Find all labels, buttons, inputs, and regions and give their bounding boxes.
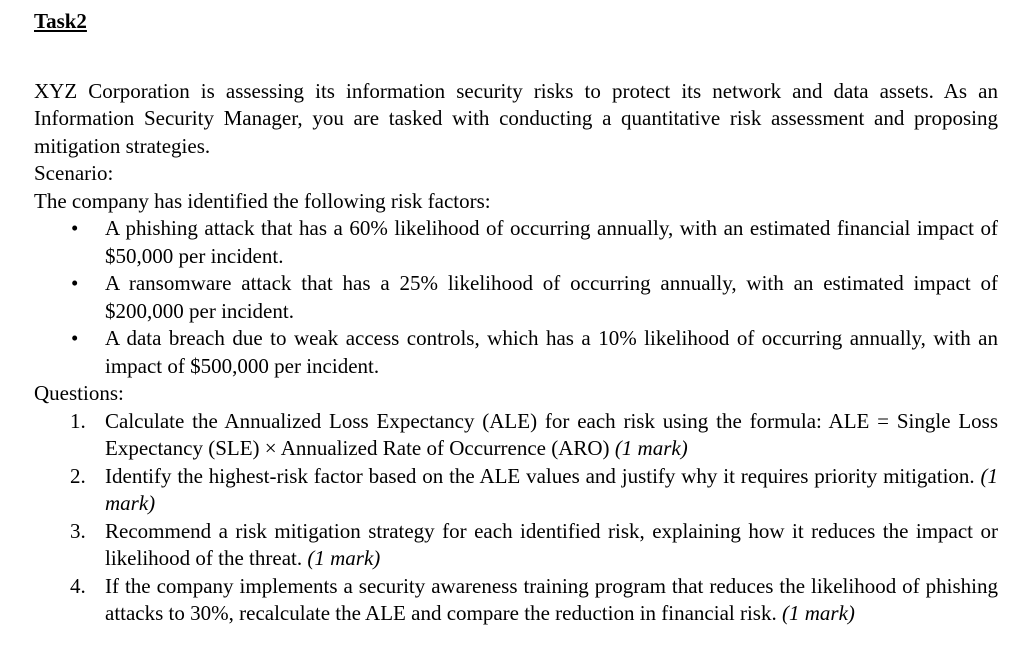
- question-mark: (1 mark): [614, 436, 688, 460]
- question-number: 3.: [70, 518, 86, 543]
- question-text: If the company implements a security awareness training program that reduces the likelihood of phishing attacks to 30%, recalculate the ALE and compare the reduction in financial risk.: [105, 573, 998, 625]
- question-item-2: [34, 463, 998, 518]
- risk-item-ransomware: [34, 270, 998, 325]
- question-mark: (1 mark): [105, 463, 998, 515]
- risk-item-data-breach: [34, 325, 998, 380]
- intro-paragraph: XYZ Corporation is assessing its information security risks to protect its network and data assets. As an Information Security Manager, you are tasked with conducting a quantitative risk assessment and proposing mitigation strategies.: [34, 78, 998, 158]
- questions-heading: Questions:: [34, 381, 124, 405]
- risk-item-text: A data breach due to weak access controls, which has a 10% likelihood of occurring annually, with an impact of $500,000 per incident.: [105, 326, 998, 378]
- question-text: Calculate the Annualized Loss Expectancy (ALE) for each risk using the formula: ALE = Single Loss Expectancy (SLE) × Annualized Rate of Occurrence (ARO): [105, 408, 998, 460]
- risk-item-phishing: [34, 215, 998, 270]
- bullet-icon: •: [71, 326, 79, 350]
- question-mark: (1 mark): [781, 601, 855, 625]
- question-mark: (1 mark): [307, 546, 381, 570]
- risk-item-text: A ransomware attack that has a 25% likelihood of occurring annually, with an estimated impact of $200,000 per incident.: [105, 271, 998, 323]
- scenario-lead: The company has identified the following risk factors:: [34, 188, 491, 213]
- bullet-icon: •: [71, 216, 79, 240]
- spacer: [34, 36, 998, 78]
- question-item-4: [34, 573, 998, 628]
- question-number: 1.: [70, 408, 86, 433]
- task-title: Task2: [34, 9, 87, 33]
- scenario-heading: Scenario:: [34, 161, 114, 185]
- question-item-1: [34, 408, 998, 463]
- question-text: Identify the highest-risk factor based on the ALE values and justify why it requires priority mitigation.: [105, 463, 975, 488]
- question-number: 2.: [70, 463, 86, 488]
- question-number: 4.: [70, 573, 86, 598]
- question-item-3: [34, 518, 998, 573]
- risk-item-text: A phishing attack that has a 60% likelihood of occurring annually, with an estimated financial impact of $50,000 per incident.: [105, 216, 998, 268]
- document-page: [34, 8, 998, 628]
- question-list: [34, 408, 998, 628]
- question-text: Recommend a risk mitigation strategy for each identified risk, explaining how it reduces the impact or likelihood of the threat.: [105, 518, 998, 570]
- risk-list: [34, 215, 998, 380]
- bullet-icon: •: [71, 271, 79, 295]
